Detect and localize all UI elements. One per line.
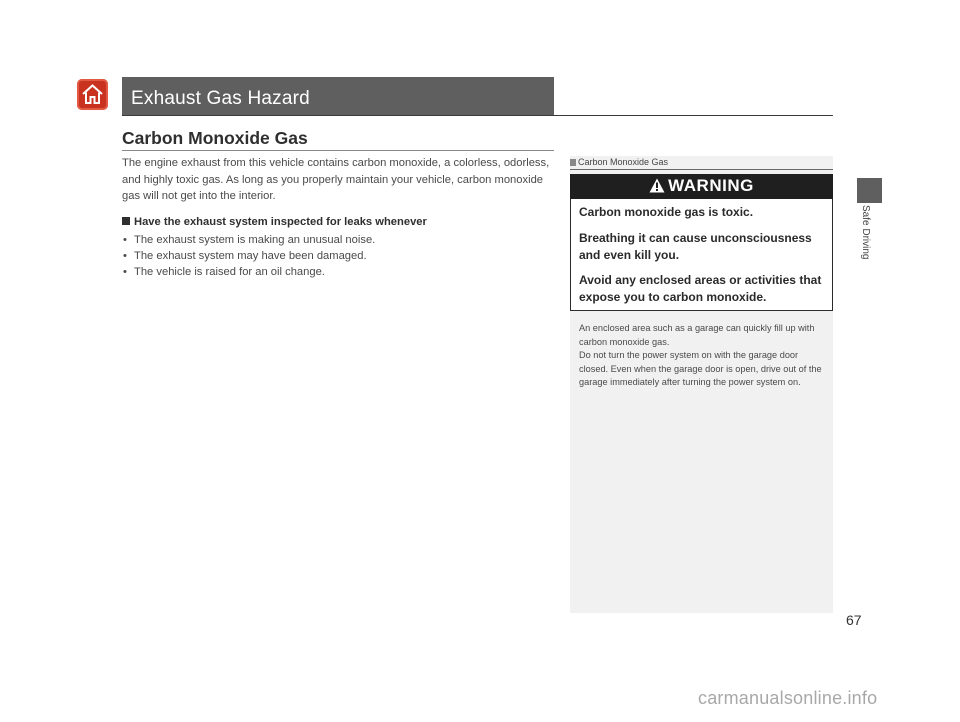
list-item: • The exhaust system may have been damaged. [122,248,375,264]
header-divider [122,115,833,116]
page-heading: Carbon Monoxide Gas [122,128,308,148]
page-number: 67 [846,612,862,628]
side-note-label [570,157,668,167]
warning-line: Avoid any enclosed areas or activities that expose you to carbon monoxide. [579,273,822,304]
warning-line: Breathing it can cause unconsciousness and even kill you. [579,231,812,262]
section-title: Exhaust Gas Hazard [131,88,310,109]
warning-triangle-icon [649,178,665,193]
square-bullet-icon [122,217,130,225]
side-note-divider [570,169,833,170]
list-item: • The vehicle is raised for an oil change. [122,264,375,280]
subheading [122,216,427,228]
home-button[interactable] [77,79,108,110]
warning-title-text: WARNING [668,176,754,195]
side-note-label-text: Carbon Monoxide Gas [578,157,669,167]
warning-title [570,176,833,196]
subheading-text: Have the exhaust system inspected for leaks whenever [134,216,427,228]
reference-marker-icon [570,159,576,166]
list-item: • The exhaust system is making an unusual noise. [122,232,375,248]
watermark: carmanualsonline.info [698,688,878,708]
chapter-tab-label: Safe Driving [860,205,871,260]
chapter-tab[interactable] [857,178,882,203]
home-icon [80,82,105,107]
side-note-text: An enclosed area such as a garage can quickly fill up with carbon monoxide gas. Do not turn the power system on with the garage door closed. Even when the garage door is open, drive out of the garage immediately after turning the power system on. [579,323,822,388]
intro-paragraph: The engine exhaust from this vehicle contains carbon monoxide, a colorless, odorless, and highly toxic gas. As long as you properly maintain your vehicle, carbon monoxide gas will not get into the interior. [122,157,550,202]
heading-divider [122,150,554,151]
warning-line: Carbon monoxide gas is toxic. [579,205,754,219]
bullet-list [122,232,375,280]
